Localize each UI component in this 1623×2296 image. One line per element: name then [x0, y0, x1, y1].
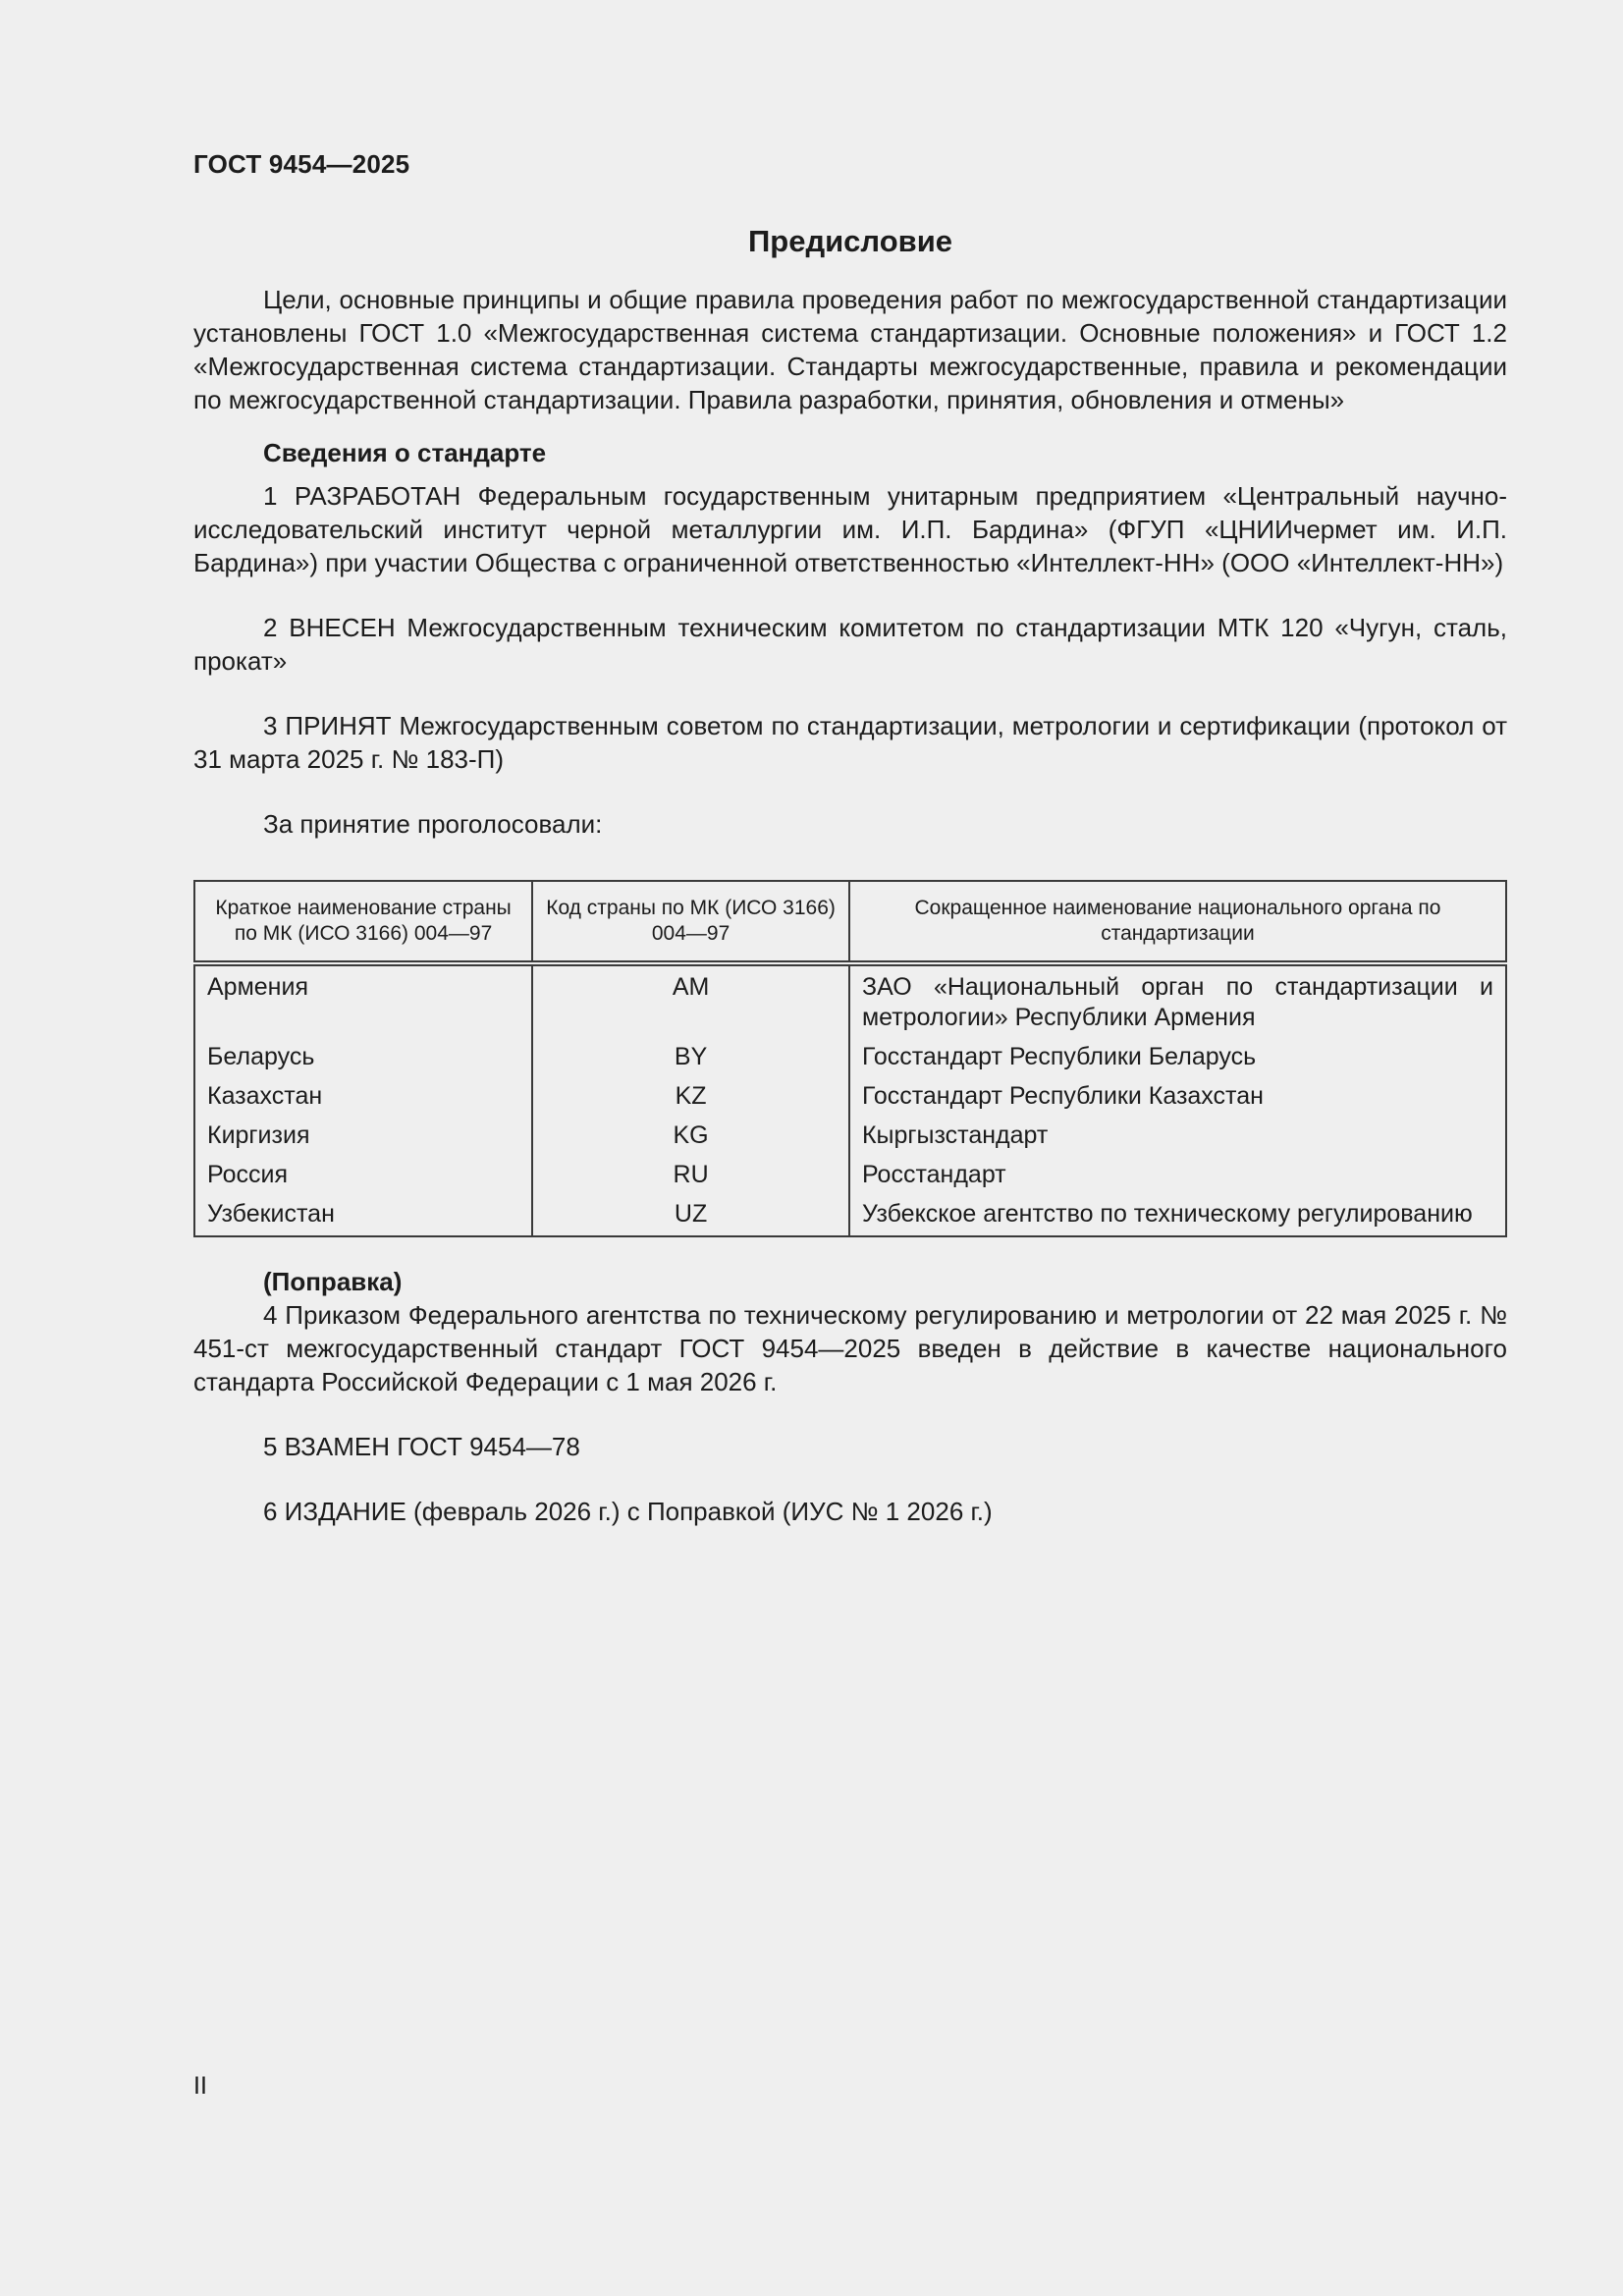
header-country-name: Краткое наименование страны по МК (ИСО 3166) 004—97	[194, 881, 532, 963]
table-header-row	[194, 881, 1506, 963]
page-number: II	[193, 2072, 207, 2100]
voted-label: За принятие проголосовали:	[263, 809, 603, 839]
amendment-heading: (Поправка)	[263, 1267, 403, 1296]
national-body: Госстандарт Республики Беларусь	[849, 1038, 1506, 1077]
intro-paragraph: Цели, основные принципы и общие правила проведения работ по межгосударственной стандартизации установлены ГОСТ 1.0 «Межгосударственная система стандартизации. Основные положения» и ГОСТ 1.2 «Межгосударственная система стандартизации. Стандарты межгосударственные, правила и рекомендации по межгосударственной стандартизации. Правила разработки, принятия, обновления и отмены»	[193, 285, 1507, 414]
national-body: Госстандарт Республики Казахстан	[849, 1077, 1506, 1117]
national-body: ЗАО «Национальный орган по стандартизации и метрологии» Республики Армения	[849, 963, 1506, 1038]
country-code: KG	[532, 1117, 849, 1156]
country-name: Армения	[194, 963, 532, 1038]
country-name: Беларусь	[194, 1038, 532, 1077]
header-national-body: Сокращенное наименование национального органа по стандартизации	[849, 881, 1506, 963]
country-name: Казахстан	[194, 1077, 532, 1117]
item-adopted: 3 ПРИНЯТ Межгосударственным советом по стандартизации, метрологии и сертификации (протокол от 31 марта 2025 г. № 183-П)	[193, 711, 1507, 774]
item-introduced: 2 ВНЕСЕН Межгосударственным техническим комитетом по стандартизации МТК 120 «Чугун, сталь, прокат»	[193, 613, 1507, 676]
country-code: BY	[532, 1038, 849, 1077]
item-developed: 1 РАЗРАБОТАН Федеральным государственным унитарным предприятием «Центральный научно-исследовательский институт черной металлургии им. И.П. Бардина» (ФГУП «ЦНИИчермет им. И.П. Бардина») при участии Общества с ограниченной ответственностью «Интеллект-НН» (ООО «Интеллект-НН»)	[193, 481, 1507, 577]
table-row	[194, 963, 1506, 1038]
table-row	[194, 1195, 1506, 1236]
voting-countries-table	[193, 880, 1507, 1237]
country-code: KZ	[532, 1077, 849, 1117]
table-row	[194, 1156, 1506, 1195]
national-body: Росстандарт	[849, 1156, 1506, 1195]
standard-info-heading: Сведения о стандарте	[263, 438, 547, 467]
country-name: Узбекистан	[194, 1195, 532, 1236]
table-row	[194, 1077, 1506, 1117]
preface-title: Предисловие	[747, 224, 952, 258]
country-code: UZ	[532, 1195, 849, 1236]
country-code: RU	[532, 1156, 849, 1195]
national-body: Кыргызстандарт	[849, 1117, 1506, 1156]
table-row	[194, 1038, 1506, 1077]
header-country-code: Код страны по МК (ИСО 3166) 004—97	[532, 881, 849, 963]
table-row	[194, 1117, 1506, 1156]
country-name: Россия	[194, 1156, 532, 1195]
item-enacted: 4 Приказом Федерального агентства по техническому регулированию и метрологии от 22 мая 2025 г. № 451-ст межгосударственный стандарт ГОСТ 9454—2025 введен в действие в качестве национального стандарта Российской Федерации с 1 мая 2026 г.	[193, 1300, 1507, 1396]
country-code: AM	[532, 963, 849, 1038]
preface-content	[193, 222, 1507, 1528]
item-replaces: 5 ВЗАМЕН ГОСТ 9454—78	[263, 1432, 580, 1461]
document-code: ГОСТ 9454—2025	[193, 149, 410, 179]
item-edition: 6 ИЗДАНИЕ (февраль 2026 г.) с Поправкой (ИУС № 1 2026 г.)	[263, 1497, 993, 1526]
country-name: Киргизия	[194, 1117, 532, 1156]
national-body: Узбекское агентство по техническому регулированию	[849, 1195, 1506, 1236]
